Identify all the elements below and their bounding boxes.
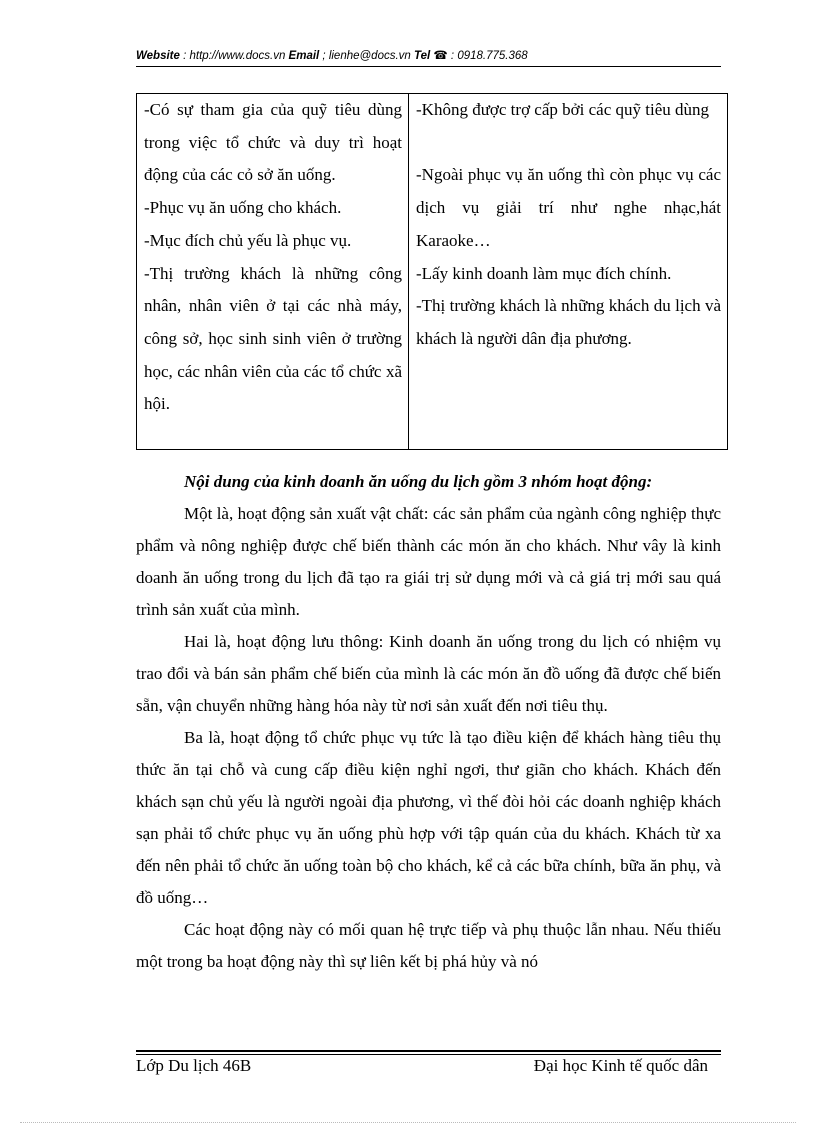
left-para-1: -Có sự tham gia của quỹ tiêu dùng trong việc tổ chức và duy trì hoạt động của các cỏ sở ăn uống. bbox=[144, 100, 402, 185]
paragraph-3: Ba là, hoạt động tổ chức phục vụ tức là tạo điều kiện để khách hàng tiêu thụ thức ăn tại chỗ và cung cấp điều kiện nghỉ ngơi, thư giãn cho khách. Khách đến khách sạn chủ yếu là người ngoài địa phương, vì thế đòi hỏi các doanh nghiệp khách sạn phải tổ chức phục vụ ăn uống phù hợp với tập quán của du khách. Khách từ xa đến nên phải tổ chức ăn uống toàn bộ cho khách, kể cả các bữa chính, bữa ăn phụ, và đồ uống… bbox=[136, 728, 721, 907]
tel-label: Tel bbox=[414, 50, 431, 62]
spacer bbox=[416, 127, 721, 160]
footer-divider-thin bbox=[136, 1054, 721, 1055]
right-cell bbox=[409, 94, 728, 450]
paragraph-1: Một là, hoạt động sản xuất vật chất: các sản phẩm của ngành công nghiệp thực phẩm và nông nghiệp được chế biến thành các món ăn cho khách. Như vây là kinh doanh ăn uống trong du lịch đã tạo ra giái trị sử dụng mới và cả giá trị mới sau quá trình sản xuất của mình. bbox=[136, 504, 721, 619]
footer-university: Đại học Kinh tế quốc dân bbox=[533, 1056, 708, 1075]
header-divider bbox=[136, 66, 721, 67]
right-para-1: -Không được trợ cấp bởi các quỹ tiêu dùng bbox=[416, 100, 709, 119]
right-para-2: -Ngoài phục vụ ăn uống thì còn phục vụ các dịch vụ giải trí như nghe nhạc,hát Karaoke… bbox=[416, 165, 721, 250]
paragraph-2: Hai là, hoạt động lưu thông: Kinh doanh ăn uống trong du lịch có nhiệm vụ trao đổi và bán sản phẩm chế biến của mình là các món ăn đồ uống đã được chế biến sẵn, vận chuyển những hàng hóa này từ nơi sản xuất đến nơi tiêu thụ. bbox=[136, 632, 721, 715]
body-text bbox=[136, 466, 721, 978]
right-para-4: -Thị trường khách là những khách du lịch và khách là người dân địa phương. bbox=[416, 296, 721, 348]
section-heading bbox=[136, 466, 721, 498]
footer-divider-thick bbox=[136, 1050, 721, 1052]
website-label: Website bbox=[136, 50, 180, 62]
left-para-3: -Mục đích chủ yếu là phục vụ. bbox=[144, 230, 352, 250]
website-url: : http://www.docs.vn bbox=[179, 50, 289, 62]
left-cell bbox=[137, 94, 409, 450]
left-para-2: -Phục vụ ăn uống cho khách. bbox=[144, 198, 342, 218]
comparison-table bbox=[136, 93, 728, 450]
footer-class-name: Lớp Du lịch 46B bbox=[136, 1056, 252, 1075]
tel-number: ☎ : 0918.775.368 bbox=[430, 50, 528, 62]
paragraph-4: Các hoạt động này có mối quan hệ trực tiếp và phụ thuộc lẫn nhau. Nếu thiếu một trong ba hoạt động này thì sự liên kết bị phá hủy và nó bbox=[136, 920, 721, 971]
section-heading-text: Nội dung của kinh doanh ăn uống du lịch gồm 3 nhóm hoạt động: bbox=[184, 472, 653, 491]
email-label: Email bbox=[288, 50, 320, 62]
table-row bbox=[137, 94, 728, 450]
page-header bbox=[136, 48, 721, 62]
left-para-4: -Thị trường khách là những công nhân, nhân viên ở tại các nhà máy, công sở, học sinh sinh viên ở trường học, các nhân viên của các tổ chức xã hội. bbox=[144, 263, 402, 414]
right-para-3: -Lấy kinh doanh làm mục đích chính. bbox=[416, 263, 672, 283]
email-address: ; lienhe@docs.vn bbox=[319, 50, 415, 62]
